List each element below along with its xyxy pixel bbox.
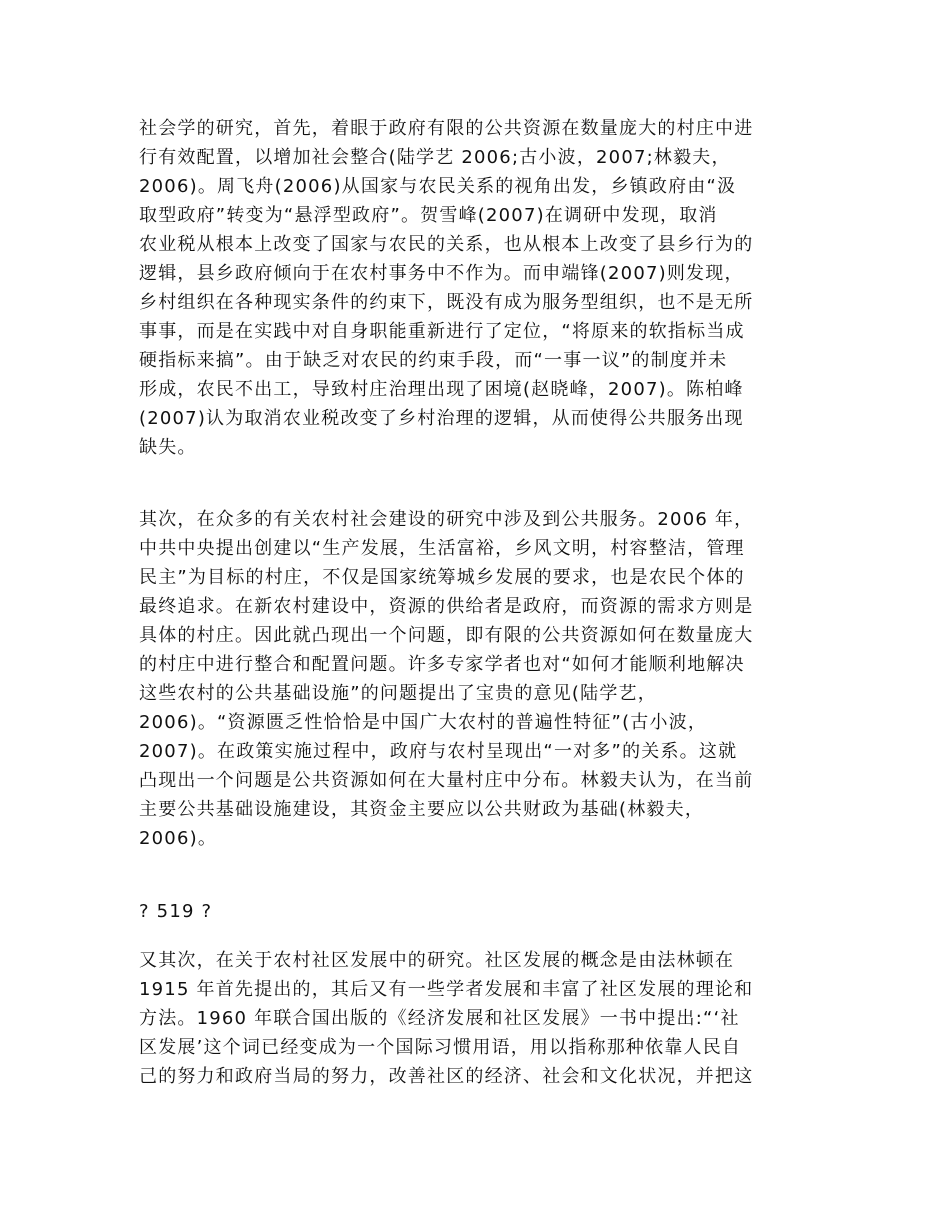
page-number-text: ? 519 ? xyxy=(139,901,213,922)
text-line: 其次，在众多的有关农村社会建设的研究中涉及到公共服务。2006 年， xyxy=(139,509,754,530)
paragraph-2 xyxy=(139,505,819,853)
text-line: 行有效配置，以增加社会整合(陆学艺 2006;古小波，2007;林毅夫， xyxy=(139,147,731,168)
text-line: 又其次，在关于农村社区发展中的研究。社区发展的概念是由法林顿在 xyxy=(139,950,735,971)
text-line: 取型政府”转变为“悬浮型政府”。贺雪峰(2007)在调研中发现，取消 xyxy=(139,205,718,226)
text-line: 最终追求。在新农村建设中，资源的供给者是政府，而资源的需求方则是 xyxy=(139,596,754,617)
text-line: 这些农村的公共基础设施”的问题提出了宝贵的意见(陆学艺， xyxy=(139,683,657,704)
text-line: 逻辑，县乡政府倾向于在农村事务中不作为。而申端锋(2007)则发现， xyxy=(139,263,744,284)
text-line: 民主”为目标的村庄，不仅是国家统筹城乡发展的要求，也是农民个体的 xyxy=(139,567,745,588)
text-line: 硬指标来搞”。由于缺乏对农民的约束手段，而“一事一议”的制度并未 xyxy=(139,350,728,371)
text-line: 2007)。在政策实施过程中，政府与农村呈现出“一对多”的关系。这就 xyxy=(139,741,738,762)
text-line: 己的努力和政府当局的努力，改善社区的经济、社会和文化状况，并把这 xyxy=(139,1066,754,1087)
text-line: (2007)认为取消农业税改变了乡村治理的逻辑，从而使得公共服务出现 xyxy=(139,408,744,429)
text-line: 的村庄中进行整合和配置问题。许多专家学者也对“如何才能顺利地解决 xyxy=(139,654,745,675)
text-line: 社会学的研究，首先，着眼于政府有限的公共资源在数量庞大的村庄中进 xyxy=(139,118,754,139)
text-line: 中共中央提出创建以“生产发展，生活富裕，乡风文明，村容整洁，管理 xyxy=(139,538,745,559)
text-line: 凸现出一个问题是公共资源如何在大量村庄中分布。林毅夫认为，在当前 xyxy=(139,770,754,791)
paragraph-1 xyxy=(139,114,819,462)
text-line: 主要公共基础设施建设，其资金主要应以公共财政为基础(林毅夫， xyxy=(139,799,705,820)
text-line: 2006)。“资源匮乏性恰恰是中国广大农村的普遍性特征”(古小波， xyxy=(139,712,708,733)
text-line: 1915 年首先提出的，其后又有一些学者发展和丰富了社区发展的理论和 xyxy=(139,979,754,1000)
page-number xyxy=(139,897,819,926)
text-line: 2006)。 xyxy=(139,828,218,849)
paragraph-3 xyxy=(139,946,819,1091)
text-line: 形成，农民不出工，导致村庄治理出现了困境(赵晓峰，2007)。陈柏峰 xyxy=(139,379,744,400)
text-line: 方法。1960 年联合国出版的《经济发展和社区发展》一书中提出:“‘社 xyxy=(139,1008,740,1029)
text-line: 农业税从根本上改变了国家与农民的关系，也从根本上改变了县乡行为的 xyxy=(139,234,754,255)
text-line: 缺失。 xyxy=(139,437,197,458)
text-line: 乡村组织在各种现实条件的约束下，既没有成为服务型组织，也不是无所 xyxy=(139,292,754,313)
text-line: 区发展’这个词已经变成为一个国际习惯用语，用以指称那种依靠人民自 xyxy=(139,1037,742,1058)
text-line: 具体的村庄。因此就凸现出一个问题，即有限的公共资源如何在数量庞大 xyxy=(139,625,754,646)
text-line: 事事，而是在实践中对自身职能重新进行了定位，“将原来的软指标当成 xyxy=(139,321,745,342)
text-line: 2006)。周飞舟(2006)从国家与农民关系的视角出发，乡镇政府由“汲 xyxy=(139,176,737,197)
